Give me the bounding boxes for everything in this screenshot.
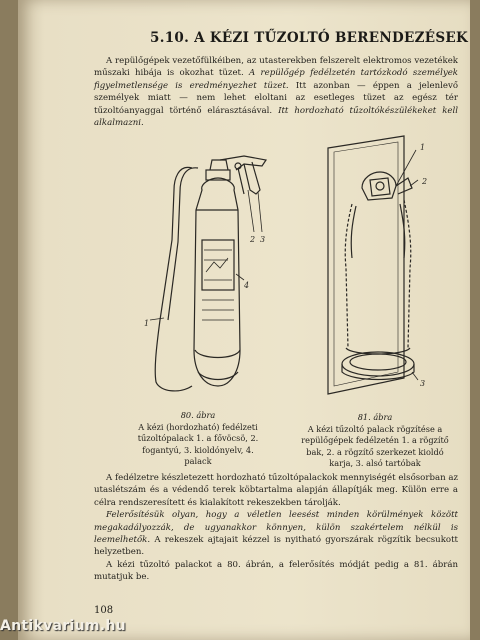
figure-81-description: A kézi tűzoltó palack rögzítése a repülőgépek fedélzetén 1. a rögzítő bak, 2. a rögzítő szerkezet kioldó karja, 3. alsó tartóbak [301, 423, 449, 468]
watermark-logo: Antikvarium.hu [0, 618, 126, 634]
storage-paragraph-2-italic: Felerősítésük olyan, hogy a véletlen leesést minden körülmények között megakadályozzák, de ugyanakkor könnyen, külön szakértelem nélkül is leemelhetők. [94, 510, 458, 546]
fig80-label-1: 1 [144, 319, 150, 328]
figure-81-caption [294, 412, 456, 470]
fig81-label-3: 3 [420, 379, 426, 388]
intro-sentence-1: A repülőgépek vezetőfülkéiben, az utasterekben felszerelt elektromos vezetékek műszaki hibája is okozhat tüzet. [94, 56, 458, 79]
intro-sentence-3: Itt azonban — éppen a jelenlevő személyek miatt — nem lehet eloltani az esetleges tüzet az egész tér tűzoltóanyaggal történő elárasztásával. [94, 80, 458, 116]
page-number: 108 [94, 605, 114, 616]
storage-paragraphs [94, 472, 458, 584]
fig81-label-2: 2 [422, 177, 428, 186]
storage-paragraph-1: A fedélzetre készletezett hordozható tűzoltópalackok mennyiségét elsősorban az utaslétszám és a védendő terek köbtartalma alapján állapítják meg. Külön erre a célra rendszeresített és kialakított rekeszekben tárolják. [94, 473, 458, 508]
figure-80-extinguisher-drawing [140, 150, 300, 410]
fig80-label-4: 4 [244, 281, 250, 290]
section-title: 5.10. A KÉZI TŰZOLTÓ BERENDEZÉSEK [150, 30, 469, 46]
storage-paragraph-3: A kézi tűzoltó palackot a 80. ábrán, a felerősítés módját pedig a 81. ábrán mutatjuk be. [94, 559, 458, 583]
figure-80-description: A kézi (hordozható) fedélzeti tűzoltópalack 1. a fővöcsö, 2. fogantyú, 3. kioldónyelv, 4. palack [137, 421, 259, 466]
fig80-label-3: 3 [260, 235, 266, 244]
intro-sentence-2: A repülőgép fedélzetén tartózkodó személyek figyelmetlensége is eredményezhet tüzet. [94, 68, 459, 91]
storage-paragraph-2 [94, 509, 458, 559]
intro-sentence-4: Itt hordozható tűzoltókészülékeket kell alkalmazni. [94, 105, 458, 129]
figure-81-number: 81. ábra [357, 412, 393, 422]
figure-80-caption [128, 410, 268, 468]
fig80-label-2: 2 [250, 235, 256, 244]
figure-80-number: 80. ábra [180, 410, 216, 420]
intro-paragraph [94, 55, 458, 129]
storage-paragraph-2-rest: A rekeszek ajtajait kézzel is nyitható gyorszárak rögzítik becsukott helyzetben. [94, 535, 459, 558]
figure-81-bracket-drawing [312, 128, 462, 408]
fig81-label-1: 1 [420, 143, 426, 152]
